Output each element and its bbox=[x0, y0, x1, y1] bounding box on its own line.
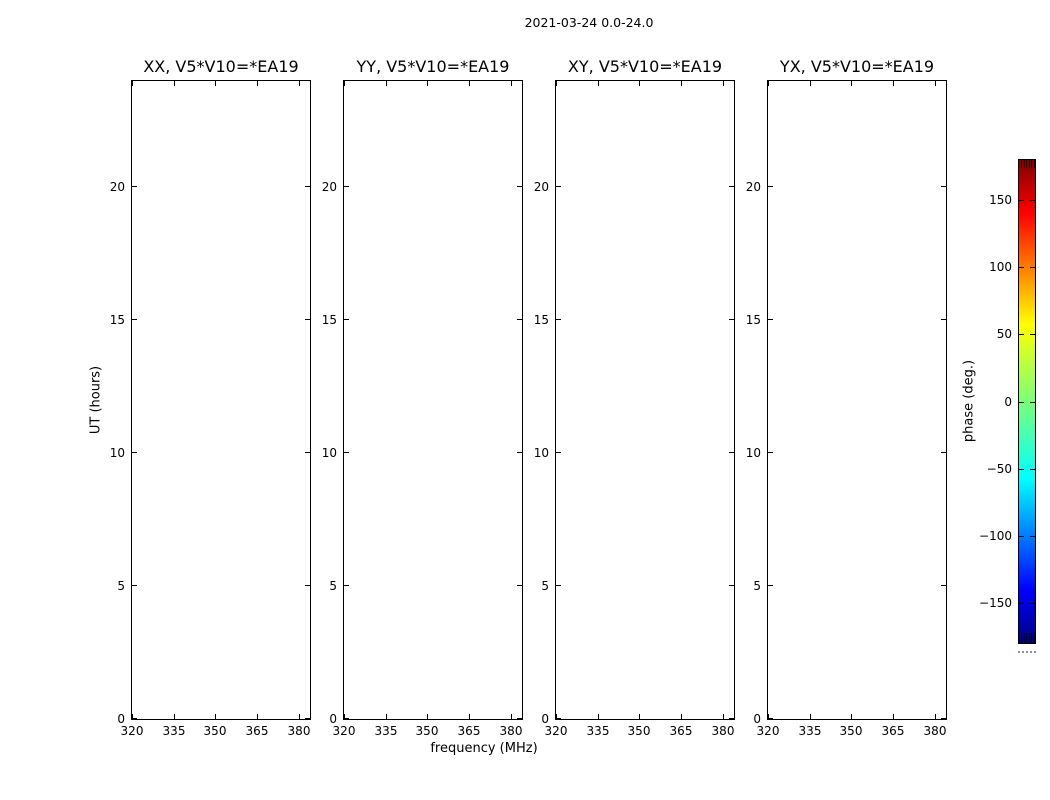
y-tick-label: 0 bbox=[117, 712, 125, 726]
colorbar-tick-mark bbox=[1019, 603, 1024, 604]
y-tick-label: 10 bbox=[533, 446, 549, 460]
y-tick-mark bbox=[305, 452, 310, 453]
colorbar-tick-label: 0 bbox=[1004, 395, 1012, 409]
colorbar-tick-label: 50 bbox=[996, 327, 1012, 341]
x-tick-label: 335 bbox=[374, 724, 398, 738]
x-tick-label: 320 bbox=[332, 724, 356, 738]
y-tick-label: 20 bbox=[109, 180, 125, 194]
y-tick-mark bbox=[517, 585, 522, 586]
colorbar-hatch-mark bbox=[1031, 160, 1032, 168]
x-tick-mark bbox=[257, 81, 258, 86]
colorbar-hatch-mark bbox=[1021, 160, 1022, 168]
x-tick-mark bbox=[556, 81, 557, 86]
x-tick-mark bbox=[427, 714, 428, 719]
y-tick-label: 0 bbox=[541, 712, 549, 726]
x-tick-label: 320 bbox=[544, 724, 568, 738]
y-tick-mark bbox=[941, 718, 946, 719]
y-tick-mark bbox=[556, 186, 561, 187]
y-tick-mark bbox=[305, 718, 310, 719]
colorbar-tick-label: 100 bbox=[989, 260, 1012, 274]
y-tick-mark bbox=[729, 585, 734, 586]
colorbar-tick-label: −100 bbox=[979, 529, 1012, 543]
x-tick-mark bbox=[893, 714, 894, 719]
x-tick-mark bbox=[511, 81, 512, 86]
y-tick-mark bbox=[768, 452, 773, 453]
colorbar-hatch-mark bbox=[1026, 633, 1027, 643]
x-tick-mark bbox=[386, 714, 387, 719]
y-tick-mark bbox=[517, 452, 522, 453]
x-tick-mark bbox=[511, 714, 512, 719]
x-tick-mark bbox=[299, 714, 300, 719]
x-tick-mark bbox=[598, 714, 599, 719]
x-tick-mark bbox=[344, 81, 345, 86]
y-tick-label: 0 bbox=[753, 712, 761, 726]
x-tick-mark bbox=[851, 81, 852, 86]
subplot-xy-title: XY, V5*V10=*EA19 bbox=[567, 57, 723, 76]
subplot-xx-title: XX, V5*V10=*EA19 bbox=[143, 57, 299, 76]
x-tick-mark bbox=[469, 714, 470, 719]
y-tick-mark bbox=[729, 452, 734, 453]
x-tick-mark bbox=[427, 81, 428, 86]
x-tick-label: 335 bbox=[586, 724, 610, 738]
x-tick-mark bbox=[215, 714, 216, 719]
y-tick-mark bbox=[768, 319, 773, 320]
y-tick-label: 20 bbox=[321, 180, 337, 194]
y-tick-label: 15 bbox=[533, 313, 549, 327]
y-tick-mark bbox=[941, 585, 946, 586]
x-tick-mark bbox=[598, 81, 599, 86]
y-tick-label: 5 bbox=[753, 579, 761, 593]
y-tick-mark bbox=[344, 319, 349, 320]
x-tick-label: 365 bbox=[457, 724, 481, 738]
x-tick-label: 365 bbox=[245, 724, 269, 738]
x-tick-mark bbox=[299, 81, 300, 86]
x-tick-label: 350 bbox=[839, 724, 863, 738]
colorbar-tick-mark bbox=[1019, 402, 1024, 403]
y-tick-mark bbox=[729, 186, 734, 187]
x-tick-mark bbox=[639, 714, 640, 719]
x-tick-label: 335 bbox=[798, 724, 822, 738]
x-tick-mark bbox=[174, 714, 175, 719]
x-tick-label: 380 bbox=[499, 724, 523, 738]
y-tick-label: 15 bbox=[321, 313, 337, 327]
y-tick-mark bbox=[556, 718, 561, 719]
y-tick-label: 15 bbox=[745, 313, 761, 327]
x-tick-label: 350 bbox=[203, 724, 227, 738]
x-tick-label: 380 bbox=[923, 724, 947, 738]
subplot-xx-panel bbox=[131, 80, 311, 720]
colorbar-label: phase (deg.) bbox=[961, 359, 977, 443]
colorbar-hatch-mark bbox=[1031, 633, 1032, 643]
subplot-yy-panel bbox=[343, 80, 523, 720]
y-tick-label: 5 bbox=[541, 579, 549, 593]
colorbar bbox=[1018, 159, 1036, 644]
figure-title: 2021-03-24 0.0-24.0 bbox=[524, 15, 654, 30]
y-tick-mark bbox=[344, 718, 349, 719]
colorbar-tick-label: 150 bbox=[989, 193, 1012, 207]
y-tick-mark bbox=[305, 186, 310, 187]
y-tick-mark bbox=[132, 186, 137, 187]
y-tick-label: 10 bbox=[109, 446, 125, 460]
y-tick-mark bbox=[132, 585, 137, 586]
x-tick-label: 365 bbox=[669, 724, 693, 738]
y-tick-mark bbox=[517, 319, 522, 320]
x-tick-mark bbox=[257, 714, 258, 719]
x-tick-mark bbox=[723, 714, 724, 719]
y-tick-mark bbox=[768, 585, 773, 586]
y-tick-label: 10 bbox=[745, 446, 761, 460]
x-tick-mark bbox=[810, 81, 811, 86]
colorbar-hatch-mark bbox=[1021, 633, 1022, 643]
y-tick-mark bbox=[941, 319, 946, 320]
colorbar-tick-mark bbox=[1030, 267, 1035, 268]
x-tick-mark bbox=[639, 81, 640, 86]
y-axis-label: UT (hours) bbox=[88, 365, 104, 435]
colorbar-tick-mark bbox=[1030, 402, 1035, 403]
x-axis-label: frequency (MHz) bbox=[430, 741, 538, 756]
x-tick-mark bbox=[768, 81, 769, 86]
colorbar-hatch-mark bbox=[1024, 160, 1025, 168]
subplot-xy-panel bbox=[555, 80, 735, 720]
colorbar-hatch-mark bbox=[1034, 633, 1035, 643]
x-tick-label: 380 bbox=[711, 724, 735, 738]
colorbar-hatch-mark bbox=[1034, 160, 1035, 168]
x-tick-mark bbox=[174, 81, 175, 86]
x-tick-mark bbox=[935, 81, 936, 86]
y-tick-label: 10 bbox=[321, 446, 337, 460]
x-tick-mark bbox=[851, 714, 852, 719]
colorbar-hatch-mark bbox=[1029, 633, 1030, 643]
y-tick-mark bbox=[517, 718, 522, 719]
x-tick-mark bbox=[469, 81, 470, 86]
colorbar-tick-mark bbox=[1030, 334, 1035, 335]
y-tick-label: 15 bbox=[109, 313, 125, 327]
y-tick-mark bbox=[729, 718, 734, 719]
y-tick-mark bbox=[132, 319, 137, 320]
colorbar-tick-mark bbox=[1019, 267, 1024, 268]
y-tick-mark bbox=[556, 585, 561, 586]
y-tick-label: 20 bbox=[533, 180, 549, 194]
colorbar-hatch-mark bbox=[1029, 160, 1030, 168]
y-tick-mark bbox=[344, 452, 349, 453]
x-tick-mark bbox=[935, 714, 936, 719]
y-tick-label: 5 bbox=[117, 579, 125, 593]
colorbar-hatch-mark bbox=[1024, 633, 1025, 643]
y-tick-mark bbox=[729, 319, 734, 320]
y-tick-mark bbox=[305, 585, 310, 586]
subplot-yy-title: YY, V5*V10=*EA19 bbox=[356, 57, 510, 76]
y-tick-mark bbox=[941, 186, 946, 187]
colorbar-tick-mark bbox=[1019, 536, 1024, 537]
colorbar-dotted-edge bbox=[1018, 651, 1036, 653]
colorbar-tick-mark bbox=[1030, 536, 1035, 537]
y-tick-label: 0 bbox=[329, 712, 337, 726]
y-tick-mark bbox=[556, 452, 561, 453]
y-tick-mark bbox=[132, 452, 137, 453]
x-tick-mark bbox=[681, 714, 682, 719]
x-tick-mark bbox=[893, 81, 894, 86]
x-tick-mark bbox=[386, 81, 387, 86]
colorbar-tick-mark bbox=[1019, 334, 1024, 335]
colorbar-hatch-mark bbox=[1026, 160, 1027, 168]
y-tick-mark bbox=[344, 186, 349, 187]
x-tick-label: 380 bbox=[287, 724, 311, 738]
x-tick-mark bbox=[681, 81, 682, 86]
x-tick-label: 350 bbox=[415, 724, 439, 738]
subplot-yx-panel bbox=[767, 80, 947, 720]
y-tick-label: 20 bbox=[745, 180, 761, 194]
colorbar-tick-mark bbox=[1030, 603, 1035, 604]
x-tick-mark bbox=[215, 81, 216, 86]
y-tick-label: 5 bbox=[329, 579, 337, 593]
x-tick-mark bbox=[810, 714, 811, 719]
y-tick-mark bbox=[517, 186, 522, 187]
x-tick-mark bbox=[132, 81, 133, 86]
y-tick-mark bbox=[344, 585, 349, 586]
x-tick-label: 320 bbox=[756, 724, 780, 738]
colorbar-tick-label: −50 bbox=[986, 462, 1012, 476]
subplot-yx-title: YX, V5*V10=*EA19 bbox=[779, 57, 935, 76]
y-tick-mark bbox=[305, 319, 310, 320]
y-tick-mark bbox=[556, 319, 561, 320]
y-tick-mark bbox=[132, 718, 137, 719]
y-tick-mark bbox=[768, 186, 773, 187]
y-tick-mark bbox=[941, 452, 946, 453]
colorbar-tick-mark bbox=[1030, 469, 1035, 470]
colorbar-tick-mark bbox=[1019, 200, 1024, 201]
x-tick-mark bbox=[723, 81, 724, 86]
x-tick-label: 335 bbox=[162, 724, 186, 738]
y-tick-mark bbox=[768, 718, 773, 719]
x-tick-label: 350 bbox=[627, 724, 651, 738]
x-tick-label: 365 bbox=[881, 724, 905, 738]
colorbar-tick-mark bbox=[1030, 200, 1035, 201]
colorbar-tick-mark bbox=[1019, 469, 1024, 470]
x-tick-label: 320 bbox=[120, 724, 144, 738]
colorbar-tick-label: −150 bbox=[979, 596, 1012, 610]
